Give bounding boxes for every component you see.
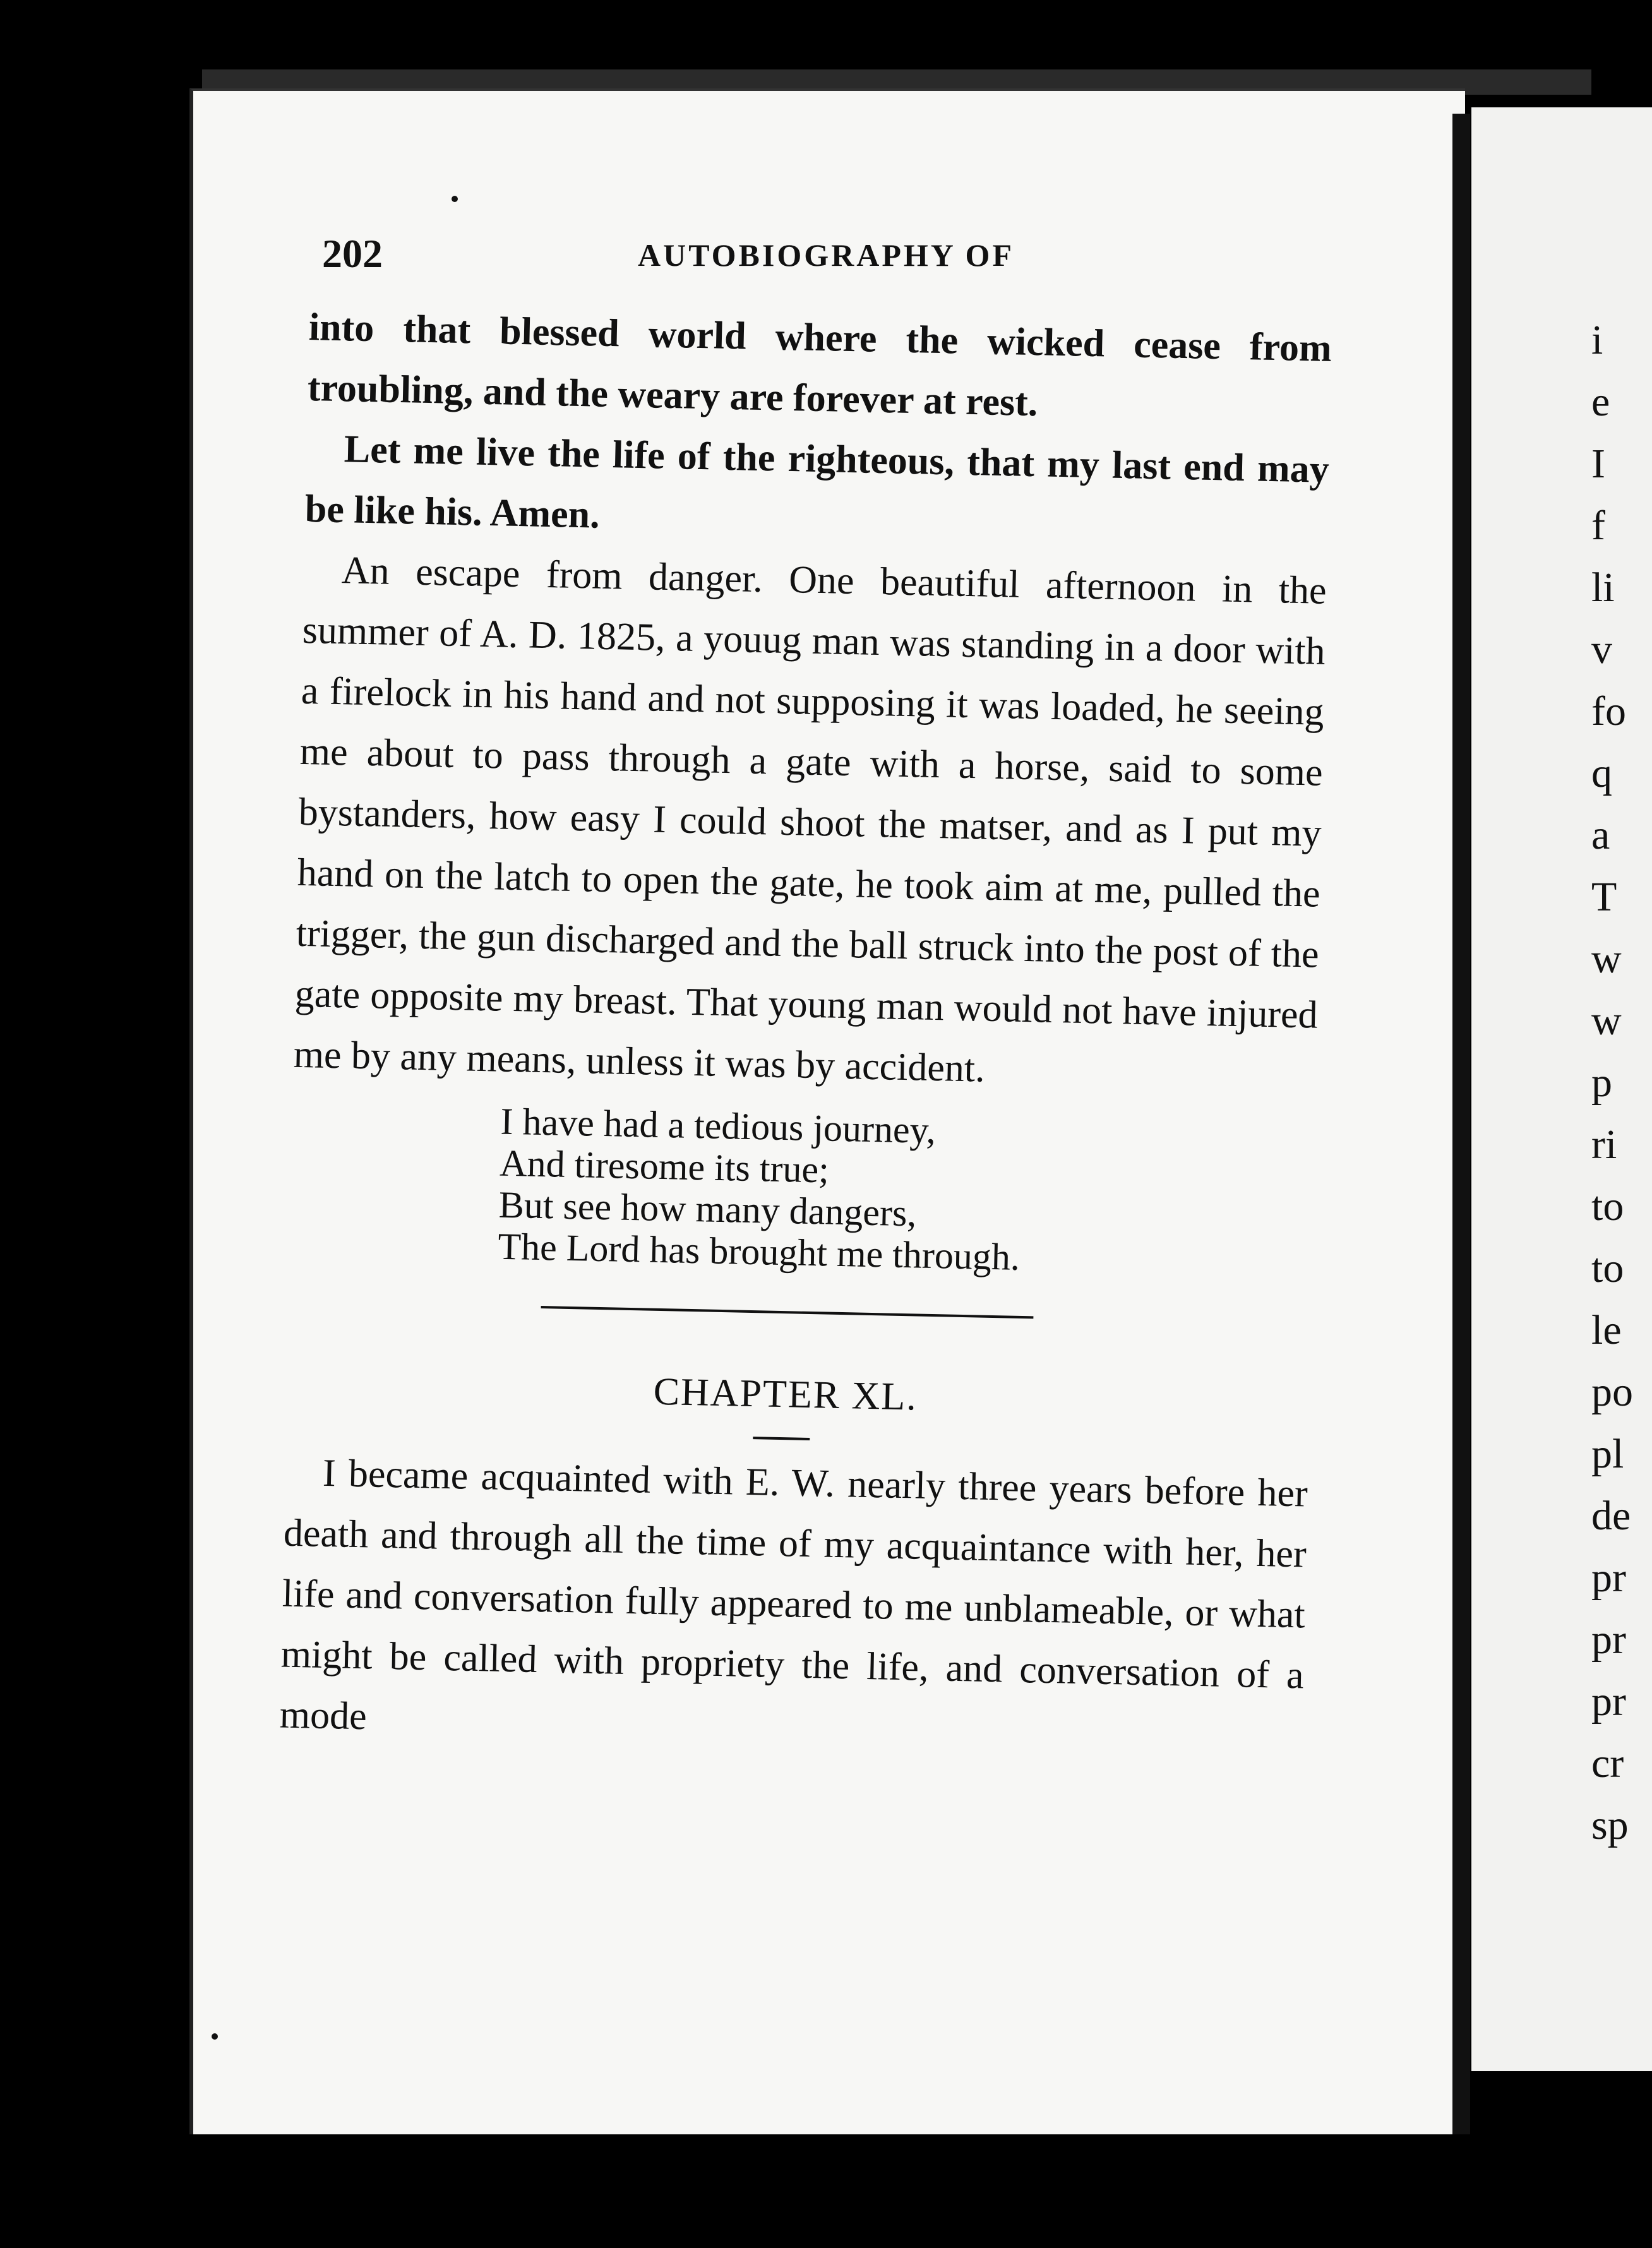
facing-fragment: de	[1591, 1493, 1631, 1539]
paragraph: Let me live the life of the righteous, that my last end may be like his. Amen.	[304, 427, 1330, 537]
facing-fragment: pl	[1591, 1431, 1624, 1477]
page-number: 202	[322, 231, 383, 276]
facing-page-fragments	[1591, 309, 1652, 1856]
facing-fragment: p	[1591, 1060, 1612, 1106]
verse-line: And tiresome its true;	[499, 1142, 830, 1191]
facing-fragment: po	[1591, 1369, 1633, 1415]
paragraph: An escape from danger. One beautiful afternoon in the summer of A. D. 1825, a youug man was standing in a door with a firelock in his hand and not supposing it was loaded, he seeing me about to pass through a gate with a horse, said to some bystanders, how easy I could shoot the matser, and as I put my hand on the latch to open the gate, he took aim at me, pulled the trigger, the gun discharged and the ball struck into the post of the gate opposite my breast. That young man would not have injured me by any means, unless it was by accident.	[293, 549, 1327, 1091]
page-header	[322, 230, 1332, 281]
facing-fragment: to	[1591, 1183, 1624, 1229]
ink-speck	[452, 196, 458, 202]
verse-line: But see how many dangers,	[498, 1183, 918, 1235]
page-body	[279, 297, 1332, 1766]
chapter-title: CHAPTER XL.	[653, 1370, 918, 1419]
facing-fragment: cr	[1591, 1740, 1624, 1786]
paragraph: I became acquainted with E. W. nearly three years before her death and through all the time of my acquaintance with her, her life and conversation fully appeared to me unblameable, or what might be called with propriety the life, and conversation of a mode	[279, 1451, 1308, 1738]
facing-fragment: q	[1591, 750, 1612, 796]
facing-fragment: a	[1591, 812, 1610, 858]
facing-fragment: fo	[1591, 688, 1626, 734]
facing-fragment: i	[1591, 317, 1603, 363]
facing-fragment: sp	[1591, 1802, 1629, 1848]
facing-fragment: I	[1591, 441, 1605, 487]
book-gutter	[1452, 114, 1470, 2134]
facing-fragment: f	[1591, 503, 1605, 549]
facing-fragment: e	[1591, 379, 1610, 425]
facing-fragment: pr	[1591, 1555, 1626, 1601]
facing-fragment: pr	[1591, 1678, 1626, 1725]
verse-line: The Lord has brought me through.	[497, 1225, 1021, 1278]
facing-fragment: le	[1591, 1307, 1622, 1353]
facing-fragment: v	[1591, 626, 1612, 673]
facing-fragment: w	[1591, 998, 1622, 1044]
section-rule	[541, 1306, 1034, 1318]
facing-fragment: li	[1591, 565, 1615, 611]
facing-fragment: ri	[1591, 1121, 1617, 1168]
verse	[498, 1101, 1315, 1284]
facing-fragment: to	[1591, 1245, 1624, 1291]
facing-fragment: T	[1591, 874, 1617, 920]
chapter-rule	[753, 1437, 810, 1440]
running-head: AUTOBIOGRAPHY OF	[638, 237, 1014, 273]
ink-speck	[212, 2033, 218, 2040]
facing-fragment: w	[1591, 936, 1622, 982]
paragraph: into that blessed world where the wicked cease from troubling, and the weary are forever at rest.	[307, 305, 1332, 425]
facing-fragment: pr	[1591, 1617, 1626, 1663]
verse-line: I have had a tedious journey,	[500, 1100, 937, 1152]
